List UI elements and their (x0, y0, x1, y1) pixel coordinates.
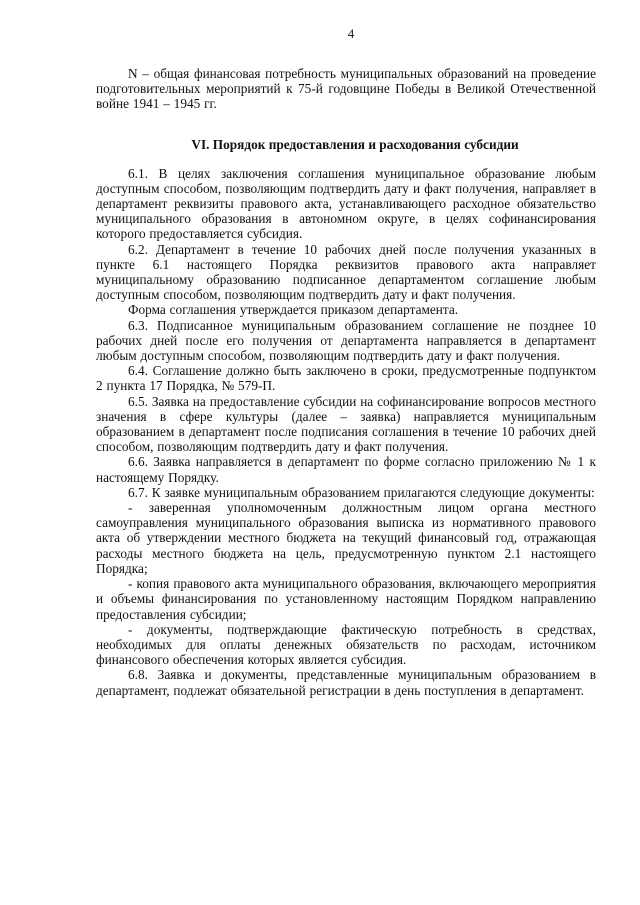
section-title: VI. Порядок предоставления и расходования субсидии (191, 136, 519, 152)
paragraph-6-4: 6.4. Соглашение должно быть заключено в сроки, предусмотренные подпунктом 2 пункта 17 Порядка, № 579-П. (96, 363, 596, 394)
list-item-legal-act-copy: - копия правового акта муниципального образования, включающего мероприятия и объемы финансирования по установленному настоящим Порядком направлению предоставления субсидии; (96, 576, 596, 622)
list-item-need-documents: - документы, подтверждающие фактическую потребность в средствах, необходимых для оплаты денежных обязательств по расходам, источником финансового обеспечения которых является субсидия. (96, 621, 596, 668)
paragraph-6-8: 6.8. Заявка и документы, представленные муниципальным образованием в департамент, подлежат обязательной регистрации в день поступления в департамент. (96, 667, 596, 698)
paragraph-6-7: 6.7. К заявке муниципальным образованием прилагаются следующие документы: (128, 484, 595, 500)
paragraph-6-2: 6.2. Департамент в течение 10 рабочих дней после получения указанных в пункте 6.1 настоящего Порядка реквизитов правового акта направляет муниципальному образованию подписанное департаментом соглашение любым доступным способом, позволяющим подтвердить дату и факт получения. (96, 241, 596, 303)
paragraph-agreement-form: Форма соглашения утверждается приказом департамента. (128, 302, 459, 318)
list-item-budget-extract: - заверенная уполномоченным должностным лицом органа местного самоуправления муниципального образования выписка из нормативного правового акта об утверждении местного бюджета на текущий финансовый год, отражающая расходы местного бюджета на цель, предусмотренную пунктом 2.1 настоящего Порядка; (96, 500, 596, 576)
paragraph-6-6: 6.6. Заявка направляется в департамент по форме согласно приложению № 1 к настоящему Порядку. (96, 454, 596, 485)
page-number: 4 (347, 26, 355, 41)
paragraph-6-1: 6.1. В целях заключения соглашения муниципальное образование любым доступным способом, позволяющим подтвердить дату и факт получения, направляет в департамент реквизиты правового акта, устанавливающего расходное обязательство муниципального образования в автономном округе, в целях софинансирования которого предоставляется субсидия. (96, 165, 596, 242)
paragraph-6-3: 6.3. Подписанное муниципальным образованием соглашение не позднее 10 рабочих дней после его получения от департамента направляется в департамент любым доступным способом, позволяющим подтвердить дату и факт получения. (96, 317, 596, 364)
intro-paragraph: N – общая финансовая потребность муниципальных образований на проведение подготовительных мероприятий к 75-й годовщине Победы в Великой Отечественной войне 1941 – 1945 гг. (96, 66, 596, 112)
paragraph-6-5: 6.5. Заявка на предоставление субсидии на софинансирование вопросов местного значения в сфере культуры (далее – заявка) направляется муниципальным образованием в департамент после подписания соглашения в течение 10 рабочих дней способом, позволяющим подтвердить дату и факт получения. (96, 393, 596, 455)
